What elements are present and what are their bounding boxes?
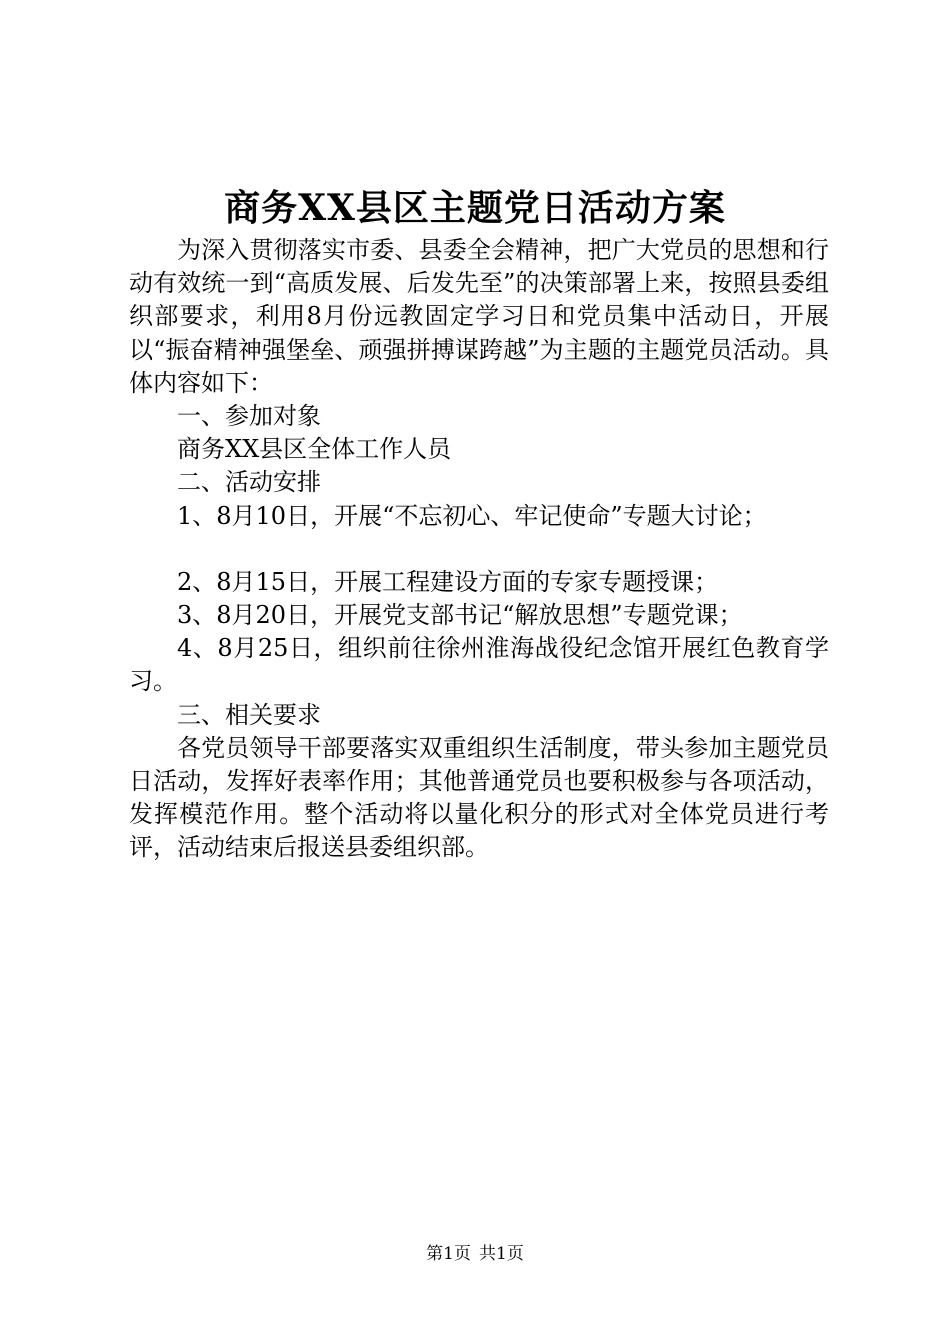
schedule-item-2: 2、8月15日，开展工程建设方面的专家专题授课； [177,567,719,596]
schedule-item-1: 1、8月10日，开展“不忘初心、牢记使命”专题大讨论； [177,501,767,530]
page-footer [0,1242,950,1266]
page-total: 共1页 [479,1244,524,1264]
section-heading-participants: 一、参加对象 [177,402,321,431]
page-number: 第1页 [426,1244,471,1264]
document-body [129,234,829,865]
blank-line [129,533,829,566]
schedule-item-4: 4、8月25日，组织前往徐州淮海战役纪念馆开展红色教育学习。 [129,634,829,696]
section-heading-requirements: 三、相关要求 [177,700,321,729]
document-title: 商务XX县区主题党日活动方案 [224,187,726,229]
participants-paragraph: 商务XX县区全体工作人员 [177,435,452,464]
intro-paragraph: 为深入贯彻落实市委、县委全会精神，把广大党员的思想和行动有效统一到“高质发展、后发先至”的决策部署上来，按照县委组织部要求，利用8月份远教固定学习日和党员集中活动日，开展以“振奋精神强堡垒、顽强拼搏谋跨越”为主题的主题党员活动。具体内容如下： [129,236,829,397]
requirements-paragraph: 各党员领导干部要落实双重组织生活制度，带头参加主题党员日活动，发挥好表率作用；其他普通党员也要积极参与各项活动，发挥模范作用。整个活动将以量化积分的形式对全体党员进行考评，活动结束后报送县委组织部。 [129,733,829,862]
section-heading-schedule: 二、活动安排 [177,468,321,497]
schedule-item-3: 3、8月20日，开展党支部书记“解放思想”专题党课； [177,601,743,630]
